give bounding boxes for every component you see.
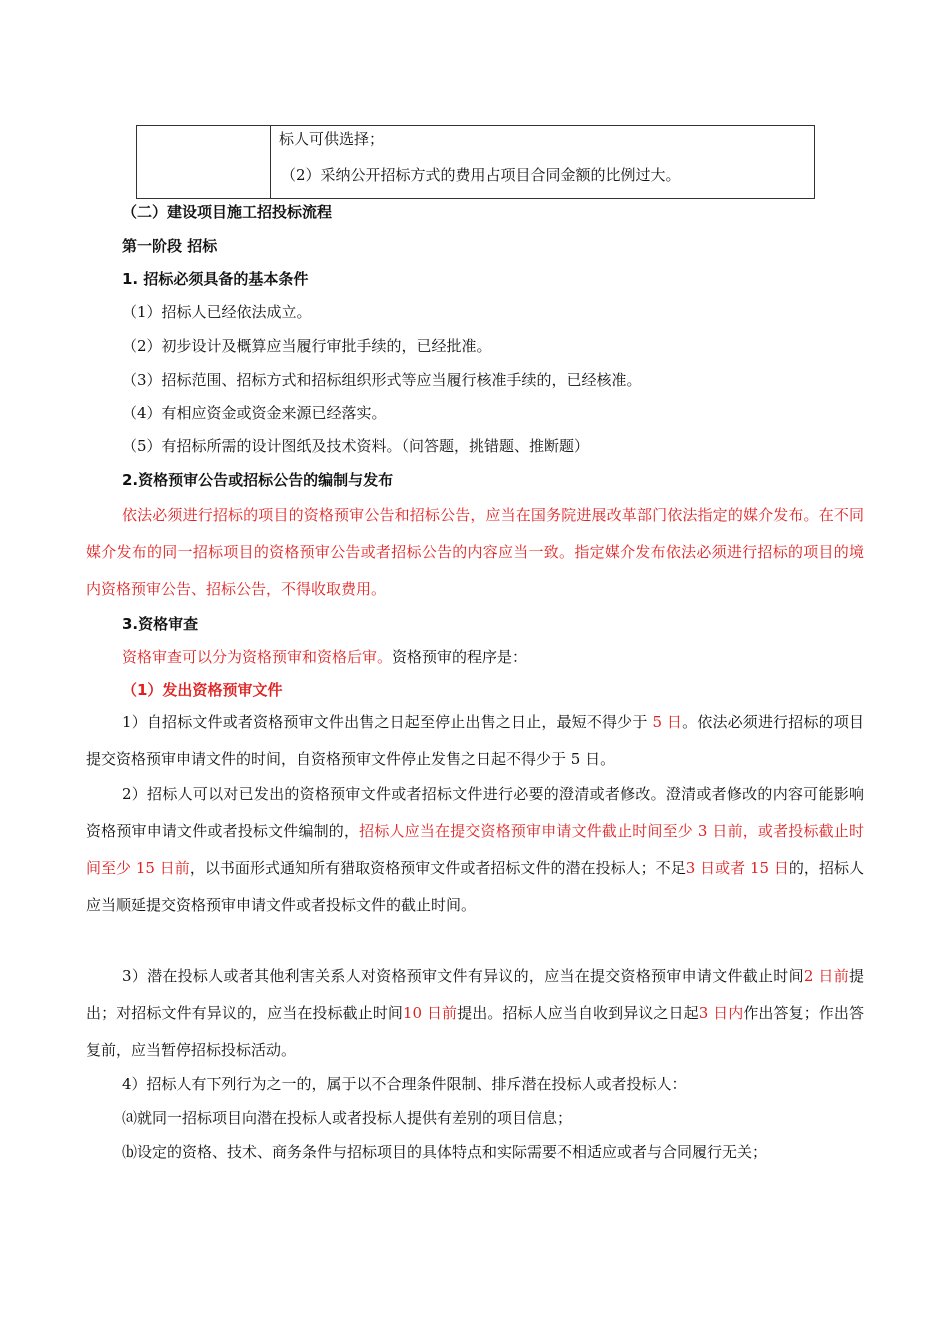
publish-paragraph: 依法必须进行招标的项目的资格预审公告和招标公告，应当在国务院进展改革部门依法指定的媒介发布。在不同媒介发布的同一招标项目的资格预审公告或者招标公告的内容应当一致。指定媒介发布依法必须进行招标的项目的境内资格预审公告、招标公告，不得收取费用。 [86, 506, 864, 598]
p1-highlight: 5 日 [652, 713, 683, 731]
p3-text-c: 提出；对招标文件有异议的，应当在投标截止时间 [86, 967, 864, 1022]
p3-highlight-1: 2 日前 [803, 967, 849, 985]
paragraph-3 [86, 958, 864, 1069]
section-heading: （二）建设项目施工招投标流程 [122, 203, 333, 221]
paragraph-4-item-a: ⒜就同一招标项目向潜在投标人或者投标人提供有差别的项目信息； [122, 1109, 573, 1127]
p1-text-c: 。依法必须进行招标的项目提交资格预审申请文件的时间，自资格预审文件停止发售之日起不得少于 5 日。 [86, 713, 864, 768]
p1-text-a: 1）自招标文件或者资格预审文件出售之日起至停止出售之日止，最短不得少于 [122, 713, 653, 731]
review-heading: 3.资格审查 [122, 615, 199, 633]
p2-highlight-2: 3 日或者 15 日 [685, 859, 789, 877]
condition-item: （4）有相应资金或资金来源已经落实。 [122, 404, 387, 422]
p3-text-a: 3）潜在投标人或者其他利害关系人对资格预审文件有异议的，应当在提交资格预审申请文件截止时间 [122, 967, 804, 985]
table-right-cell [271, 126, 815, 199]
p2-highlight-1: 招标人应当在提交资格预审申请文件截止时间至少 3 日前，或者投标截止时间至少 15 日前 [86, 822, 864, 877]
condition-item: （5）有招标所需的设计图纸及技术资料。（问答题，挑错题、推断题） [122, 437, 590, 455]
review-intro-red: 资格审查可以分为资格预审和资格后审。 [122, 648, 393, 666]
p2-text-e: 的，招标人应当顺延提交资格预审申请文件或者投标文件的截止时间。 [86, 859, 865, 914]
paragraph-4: 4）招标人有下列行为之一的，属于以不合理条件限制、排斥潜在投标人或者投标人： [122, 1075, 687, 1093]
stage-heading: 第一阶段 招标 [122, 237, 218, 255]
condition-item: （1）招标人已经依法成立。 [122, 303, 312, 321]
continuation-table [136, 125, 815, 199]
conditions-heading: 1. 招标必须具备的基本条件 [122, 270, 309, 288]
condition-item: （2）初步设计及概算应当履行审批手续的，已经批准。 [122, 337, 492, 355]
review-intro [122, 647, 527, 667]
p3-text-g: 作出答复；作出答复前，应当暂停招标投标活动。 [86, 1004, 864, 1059]
paragraph-1 [86, 704, 864, 778]
publish-heading: 2.资格预审公告或招标公告的编制与发布 [122, 471, 394, 489]
table-left-cell [137, 126, 271, 199]
p2-text-a: 2）招标人可以对已发出的资格预审文件或者招标文件进行必要的澄清或者修改。澄清或者修改的内容可能影响资格预审申请文件或者投标文件编制的， [86, 785, 864, 840]
paragraph-2 [86, 776, 864, 924]
p2-text-c: ，以书面形式通知所有猎取资格预审文件或者招标文件的潜在投标人；不足 [189, 859, 686, 877]
table-text-line-2: （2）采纳公开招标方式的费用占项目合同金额的比例过大。 [281, 166, 681, 184]
table-text-line-1: 标人可供选择； [279, 130, 385, 148]
paragraph-4-item-b: ⒝设定的资格、技术、商务条件与招标项目的具体特点和实际需要不相适应或者与合同履行无关； [122, 1143, 768, 1161]
prequal-doc-heading: （1）发出资格预审文件 [122, 681, 283, 699]
review-intro-black: 资格预审的程序是： [392, 648, 528, 666]
p3-text-e: 提出。招标人应当自收到异议之日起 [457, 1004, 699, 1022]
p3-highlight-3: 3 日内 [698, 1004, 744, 1022]
condition-item: （3）招标范围、招标方式和招标组织形式等应当履行核准手续的，已经核准。 [122, 371, 642, 389]
p3-highlight-2: 10 日前 [403, 1004, 458, 1022]
